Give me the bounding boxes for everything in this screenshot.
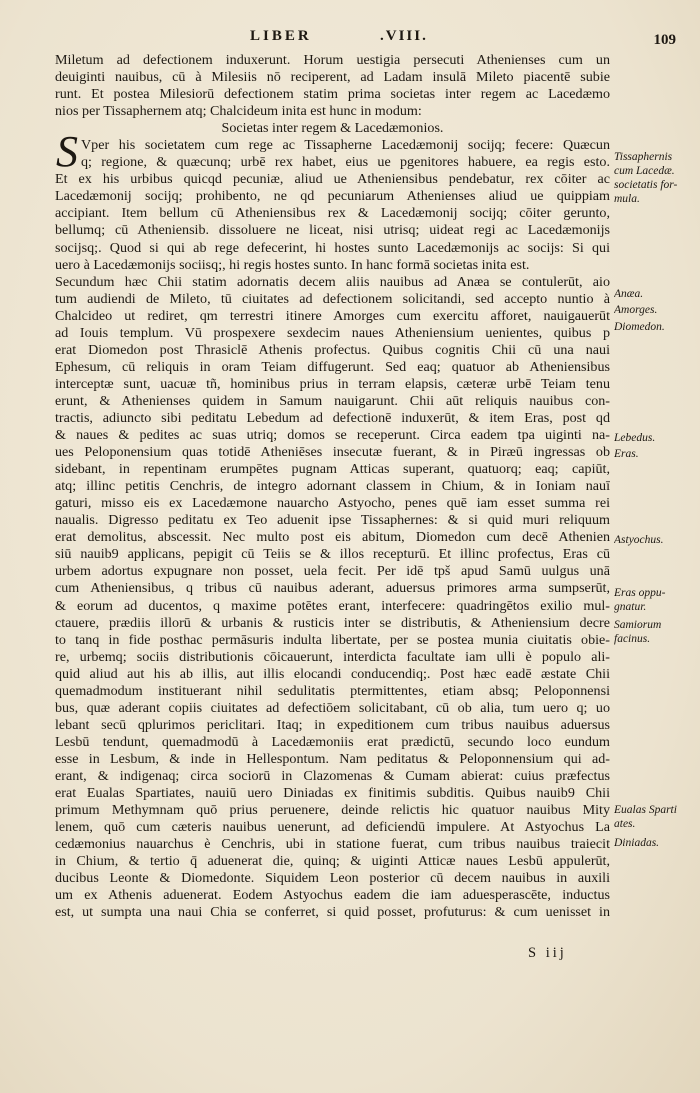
text-line: erant, & indigenaq; circa sociorū in Clazomenas & Cumam abierat: cuius præfectus xyxy=(55,767,610,784)
margin-note-line: Eras oppu- xyxy=(614,587,666,599)
margin-note-line: Astyochus. xyxy=(614,534,664,546)
margin-note-line: Eras. xyxy=(614,448,639,460)
text-line: & eorum ad ducentos, q maxime potētes erant, interfecere: quadringētos exilio mul- xyxy=(55,597,610,614)
text-line: in Chium, & tertio q̄ aduenerat die, quinq; & uiginti Atticæ naues Lesbū appulerūt, xyxy=(55,853,610,870)
text-line: lenem, quō cum cæteris nauibus uenerunt, ad deficiendū impulere. At Astyochus La xyxy=(55,819,610,836)
text-line: lebant secū qplurimos periclitari. Itaq; in expeditionem cum tribus nauibus aduersus xyxy=(55,716,610,733)
margin-note xyxy=(614,618,700,646)
text-line: deuiginti nauibus, cū à Milesiis nō reciperent, ad Ladam insulā Mileto piacentē subie xyxy=(55,69,610,86)
text-line: to tanq in fide posthac permāsuris indulta libertate, per se postea munia ciuitatis obie- xyxy=(55,631,610,648)
book-number: .VIII. xyxy=(380,28,428,44)
text-line: atq; illinc petitis Cenchris, de integro adornant classem in Chium, & in Ioniam nauī xyxy=(55,478,610,495)
text-line: cedæmonius nauarchus è Cenchris, ubi in statione fuerat, cum tribus nauibus traiecit xyxy=(55,836,610,853)
text-line: erat demolitus, abscessit. Nec multo post eis abitum, Diomedon cum decē Athenien xyxy=(55,529,610,546)
text-line: Vper his societatem cum rege ac Tissapherne Lacedæmonij socijq; fecere: Quæcun xyxy=(81,137,610,154)
text-line: ad Iouis templum. Vū prospexere sexdecim naues Atheniensium uenientes, quibus p xyxy=(55,324,610,341)
margin-note-line: Diomedon. xyxy=(614,321,665,333)
margin-note-line: gnatur. xyxy=(614,601,647,613)
margin-note xyxy=(614,836,700,850)
text-line: accipiant. Item bellum cū Atheniensibus rex & Lacedæmonij socijq; cōiter gerunto, xyxy=(55,205,610,222)
text-line: um ex Athenis aduenerat. Eodem Astyochus eadem die iam aduesperascēte, inductus xyxy=(55,887,610,904)
margin-note xyxy=(614,303,700,317)
text-line: esse in Lesbum, & inde in Hellespontum. Nam peditatus & Peloponnensium qui ad- xyxy=(55,750,610,767)
margin-note-line: ates. xyxy=(614,818,636,830)
text-line: Secundum hæc Chii statim adornatis decem aliis nauibus ad Anæa se contulerūt, aio xyxy=(55,273,610,290)
text-line: Lesbū tendunt, quemadmodū à Lacedæmoniis erat prædictū, secundo loco eundum xyxy=(55,733,610,750)
text-line: tum audiendi de Mileto, tū ciuitates ad defectionem solicitandi, sed accepto nuntio à xyxy=(55,290,610,307)
margin-note-line: facinus. xyxy=(614,633,651,645)
text-line: bellumq; cū Atheniensib. dissoluere ne liceat, nisi utrisq; uideat regi ac Lacedæmonijs xyxy=(55,222,610,239)
text-line: runt. Et postea Milesiorū defectionem statim prima societas inter regem ac Lacedæmo xyxy=(55,86,610,103)
margin-note-line: mula. xyxy=(614,193,640,205)
body-text xyxy=(55,52,610,921)
text-line: quemadmodum instituerant nihil sedulitatis ptermittentes, etiam absq; Peloponnensi xyxy=(55,682,610,699)
text-line: gaturi, misso eis ex Lacedæmone nauarcho Astyocho, penes quē iam esset summa rei xyxy=(55,495,610,512)
margin-note-line: societatis for- xyxy=(614,179,678,191)
margin-note xyxy=(614,447,700,461)
text-line: ducibus Leonte & Diomedonte. Siquidem Leon posterior cū decem nauibus in auxili xyxy=(55,870,610,887)
text-line: erat Diomedon post Thrasiclē Athenis profectus. Quibus cognitis Chii cū una naui xyxy=(55,341,610,358)
text-line: erat Eualas Spartiates, nauiū uero Diniadas ex finitimis subditis. Quibus nauib9 Chii xyxy=(55,785,610,802)
text-line: Chalcideo ut rediret, qm terrestri itinere Amorges cum exercitu afforet, nauigauerūt xyxy=(55,307,610,324)
text-line: interceptæ sunt, uacuæ tñ, hominibus prius in terram elapsis, cæteræ urbē Teiam tenu xyxy=(55,375,610,392)
text-line: bus, quæ aderant copiis ciuitates ad defectiōem solicitabant, cū ob alia, tum uero q; uo xyxy=(55,699,610,716)
text-line: Et ex his urbibus quicqd pecuniæ, aliud ue Atheniensibus pendebatur, rex cōiter ac xyxy=(55,171,610,188)
text-line: primum Methymnam quō prius peruenere, deinde relictis hic quatuor nauibus Mity xyxy=(55,802,610,819)
text-line: socijsq;. Quod si qui ab rege defecerint, hi hostes sunto Lacedæmonijs ac socijs: Si qui xyxy=(55,239,610,256)
margin-note xyxy=(614,586,700,614)
text-line: cum Atheniensibus, q tribus cū nauibus aderant, aduersus primores arma sumpserūt, xyxy=(55,580,610,597)
margin-note-line: Lebedus. xyxy=(614,432,656,444)
text-line: siū nauib9 applicans, pepigit cū Teiis se & illos recepturū. Et illinc profectus, Eras cū xyxy=(55,546,610,563)
text-line: Miletum ad defectionem induxerunt. Horum uestigia persecuti Athenienses cum un xyxy=(55,52,610,68)
section-heading: Societas inter regem & Lacedæmonios. xyxy=(221,120,444,137)
text-line: urbem adortus expugnare non posset, uela fecit. Per idē tpš apud Samū uulgus unā xyxy=(55,563,610,580)
margin-note-line: Anæa. xyxy=(614,288,644,300)
text-line: naualis. Digresso peditatu ex Teo aduenit ipse Tissaphernes: & si quid muri reliquum xyxy=(55,512,610,529)
text-line: Lacedæmonij socijq; prohibento, ne qd pecuniarum Athenienses aliud ue quippiam xyxy=(55,188,610,205)
text-line: q; regione, & quæcunq; urbē rex habet, eius ue pgenitores habuere, ea regis esto. xyxy=(81,154,610,171)
text-line: nios per Tissaphernem atq; Chalcideum inita est hunc in modum: xyxy=(55,103,422,120)
margin-note-line: Eualas Sparti xyxy=(614,804,677,816)
text-line: erunt, & Athenienses quidem in Samum nauigarunt. Chii aūt reliquis nauibus con- xyxy=(55,392,610,409)
text-line: quid aliud aut his ab illis, aut illis elocandi conducendiq;. Post hæc eadē æstate Chii xyxy=(55,665,610,682)
margin-note-line: Amorges. xyxy=(614,304,658,316)
margin-note xyxy=(614,320,700,334)
text-line: Ephesum, cū reliquis in oram Teiam diffugerunt. Sed eaq; quatuor ab Atheniensibus xyxy=(55,358,610,375)
margin-note xyxy=(614,431,700,445)
folio-number: 109 xyxy=(653,32,676,48)
margin-note-line: Diniadas. xyxy=(614,837,660,849)
text-line: est, ut sumpta una naui Chia se conferret, si quid posset, profuturus: & cum uenisset in xyxy=(55,904,610,921)
margin-note xyxy=(614,803,700,831)
margin-note-line: Samiorum xyxy=(614,619,662,631)
text-line: & naues & pedites ac suas utriq; domos se receperunt. Circa eadem tpa uiginti na- xyxy=(55,427,610,444)
drop-cap: S xyxy=(56,127,78,176)
margin-note xyxy=(614,150,700,206)
margin-note xyxy=(614,533,700,547)
text-line: re, urbemq; sociis distributionis cōicauerunt, interdicta facultate iam ulli è populo ali- xyxy=(55,648,610,665)
margin-note-line: Tissaphernis xyxy=(614,151,673,163)
text-line: uero à Lacedæmonijs sociisq;, hi regis hostes sunto. In hanc formā societas inita est. xyxy=(55,256,530,273)
margin-note xyxy=(614,287,700,301)
text-line: sidebant, in repentinam erumpētes pugnam Atticas superant, quatuorq; eaq; capiūt, xyxy=(55,461,610,478)
text-line: tractis, adiuncto sibi peditatu Lebedum ad defectionē induxerūt, & item Eras, post qd xyxy=(55,409,610,426)
text-line: ues Peloponensium quas totidē Atheniēses insecutæ fuerant, & in Piræū ingressas ob xyxy=(55,444,610,461)
signature-mark: S iij xyxy=(528,945,567,961)
running-head: LIBER xyxy=(250,28,312,44)
text-line: ctauere, prædiis illorū & urbanis & rusticis inter se distributis, & Atheniensium decre xyxy=(55,614,610,631)
page-header xyxy=(0,28,700,52)
margin-note-line: cum Lacedæ. xyxy=(614,165,675,177)
